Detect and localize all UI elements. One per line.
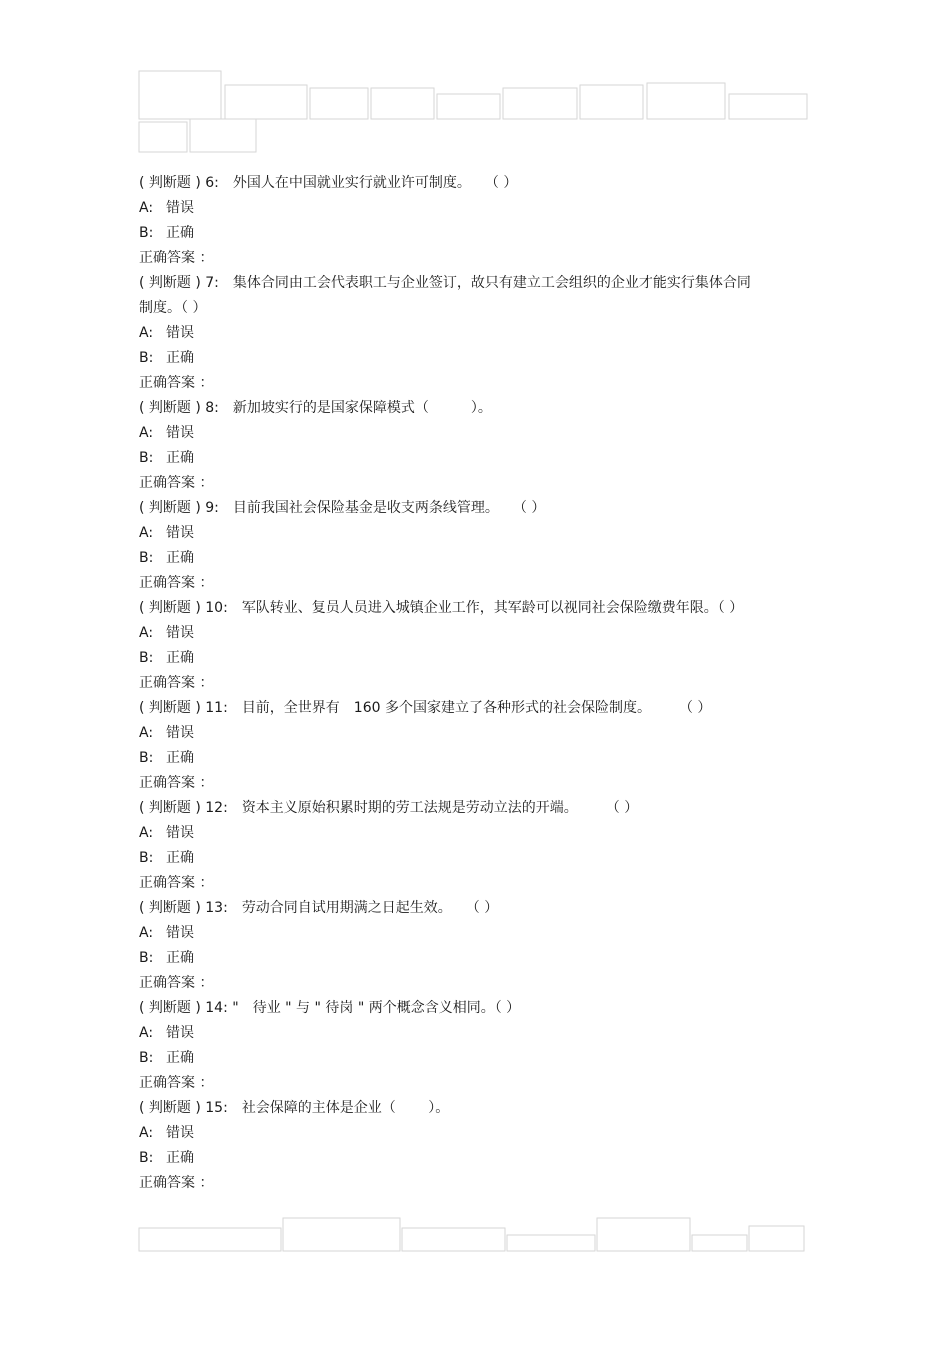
question-stem bbox=[139, 271, 751, 321]
option-a bbox=[139, 621, 779, 646]
question-text: 目前，全世界有 160 多个国家建立了各种形式的社会保险制度。 （ ） bbox=[241, 700, 712, 716]
option-b bbox=[139, 1046, 779, 1071]
option-b bbox=[139, 646, 779, 671]
option-b bbox=[139, 1146, 779, 1171]
option-a bbox=[139, 321, 779, 346]
answer-label: 正确答案 ： bbox=[139, 575, 214, 591]
question-block bbox=[139, 796, 779, 896]
question-list bbox=[139, 171, 779, 1196]
option-key: B: bbox=[139, 1050, 154, 1066]
option-b bbox=[139, 746, 779, 771]
option-b bbox=[139, 446, 779, 471]
question-stem bbox=[139, 171, 779, 196]
question-stem bbox=[139, 1096, 779, 1121]
option-a bbox=[139, 1021, 779, 1046]
question-text: 军队转业、复员人员进入城镇企业工作，其军龄可以视同社会保险缴费年限。（ ） bbox=[241, 600, 744, 616]
answer-label: 正确答案 ： bbox=[139, 1075, 214, 1091]
option-key: A: bbox=[139, 725, 154, 741]
question-tag: ( 判断题 ) 10: bbox=[139, 600, 228, 616]
option-label: 正确 bbox=[166, 850, 194, 866]
question-text: 资本主义原始积累时期的劳工法规是劳动立法的开端。 （ ） bbox=[241, 800, 639, 816]
answer-label: 正确答案 ： bbox=[139, 250, 214, 266]
option-label: 正确 bbox=[166, 225, 194, 241]
question-stem bbox=[139, 996, 779, 1021]
question-stem bbox=[139, 696, 779, 721]
option-key: B: bbox=[139, 350, 154, 366]
question-tag: ( 判断题 ) 11: bbox=[139, 700, 228, 716]
option-b bbox=[139, 846, 779, 871]
option-key: B: bbox=[139, 650, 154, 666]
option-key: A: bbox=[139, 325, 154, 341]
option-key: A: bbox=[139, 425, 154, 441]
option-label: 错误 bbox=[166, 625, 194, 641]
option-label: 错误 bbox=[166, 1025, 194, 1041]
question-tag: ( 判断题 ) 7: bbox=[139, 275, 219, 291]
option-key: A: bbox=[139, 825, 154, 841]
question-block bbox=[139, 696, 779, 796]
question-tag: ( 判断题 ) 8: bbox=[139, 400, 219, 416]
option-label: 正确 bbox=[166, 1050, 194, 1066]
option-label: 错误 bbox=[166, 825, 194, 841]
question-stem bbox=[139, 896, 779, 921]
option-label: 错误 bbox=[166, 325, 194, 341]
answer-label: 正确答案 ： bbox=[139, 775, 214, 791]
option-a bbox=[139, 721, 779, 746]
question-stem bbox=[139, 596, 759, 621]
answer-label: 正确答案 ： bbox=[139, 875, 214, 891]
question-block bbox=[139, 396, 779, 496]
answer-label: 正确答案 ： bbox=[139, 675, 214, 691]
answer-label: 正确答案 ： bbox=[139, 1175, 214, 1191]
question-tag: ( 判断题 ) 13: bbox=[139, 900, 228, 916]
question-block bbox=[139, 1096, 779, 1196]
option-key: A: bbox=[139, 200, 154, 216]
option-label: 正确 bbox=[166, 1150, 194, 1166]
question-text: 待业 " 与 " 待岗 " 两个概念含义相同。（ ） bbox=[252, 1000, 521, 1016]
question-stem bbox=[139, 396, 779, 421]
question-block bbox=[139, 896, 779, 996]
option-b bbox=[139, 946, 779, 971]
question-text: 外国人在中国就业实行就业许可制度。 （ ） bbox=[232, 175, 518, 191]
option-label: 错误 bbox=[166, 525, 194, 541]
question-block bbox=[139, 171, 779, 271]
question-block bbox=[139, 271, 779, 396]
option-key: B: bbox=[139, 550, 154, 566]
option-label: 正确 bbox=[166, 350, 194, 366]
option-key: B: bbox=[139, 750, 154, 766]
option-key: B: bbox=[139, 450, 154, 466]
option-a bbox=[139, 1121, 779, 1146]
option-key: B: bbox=[139, 1150, 154, 1166]
option-a bbox=[139, 821, 779, 846]
question-block bbox=[139, 496, 779, 596]
option-key: B: bbox=[139, 950, 154, 966]
option-key: B: bbox=[139, 225, 154, 241]
question-text: 集体合同由工会代表职工与企业签订，故只有建立工会组织的企业才能实行集体合同制度。（ ） bbox=[139, 275, 751, 316]
question-stem bbox=[139, 496, 779, 521]
option-key: A: bbox=[139, 1125, 154, 1141]
option-key: B: bbox=[139, 850, 154, 866]
answer-label: 正确答案 ： bbox=[139, 375, 214, 391]
option-b bbox=[139, 546, 779, 571]
option-label: 错误 bbox=[166, 200, 194, 216]
option-b bbox=[139, 346, 779, 371]
option-label: 错误 bbox=[166, 1125, 194, 1141]
option-label: 错误 bbox=[166, 725, 194, 741]
answer-label: 正确答案 ： bbox=[139, 975, 214, 991]
question-text: 社会保障的主体是企业（ ）。 bbox=[241, 1100, 450, 1116]
option-key: A: bbox=[139, 525, 154, 541]
option-key: A: bbox=[139, 1025, 154, 1041]
question-tag: ( 判断题 ) 9: bbox=[139, 500, 219, 516]
option-key: A: bbox=[139, 625, 154, 641]
option-key: A: bbox=[139, 925, 154, 941]
question-block bbox=[139, 596, 779, 696]
option-a bbox=[139, 196, 779, 221]
question-block bbox=[139, 996, 779, 1096]
option-label: 错误 bbox=[166, 425, 194, 441]
question-tag: ( 判断题 ) 12: bbox=[139, 800, 228, 816]
option-label: 正确 bbox=[166, 950, 194, 966]
question-tag: ( 判断题 ) 15: bbox=[139, 1100, 228, 1116]
question-tag: ( 判断题 ) 14: " bbox=[139, 1000, 239, 1016]
option-b bbox=[139, 221, 779, 246]
question-stem bbox=[139, 796, 779, 821]
option-a bbox=[139, 421, 779, 446]
option-label: 错误 bbox=[166, 925, 194, 941]
option-label: 正确 bbox=[166, 550, 194, 566]
option-a bbox=[139, 921, 779, 946]
option-label: 正确 bbox=[166, 650, 194, 666]
option-a bbox=[139, 521, 779, 546]
answer-label: 正确答案 ： bbox=[139, 475, 214, 491]
question-text: 新加坡实行的是国家保障模式（ ）。 bbox=[232, 400, 492, 416]
question-tag: ( 判断题 ) 6: bbox=[139, 175, 219, 191]
option-label: 正确 bbox=[166, 750, 194, 766]
option-label: 正确 bbox=[166, 450, 194, 466]
question-text: 目前我国社会保险基金是收支两条线管理。 （ ） bbox=[232, 500, 546, 516]
question-text: 劳动合同自试用期满之日起生效。 （ ） bbox=[241, 900, 499, 916]
